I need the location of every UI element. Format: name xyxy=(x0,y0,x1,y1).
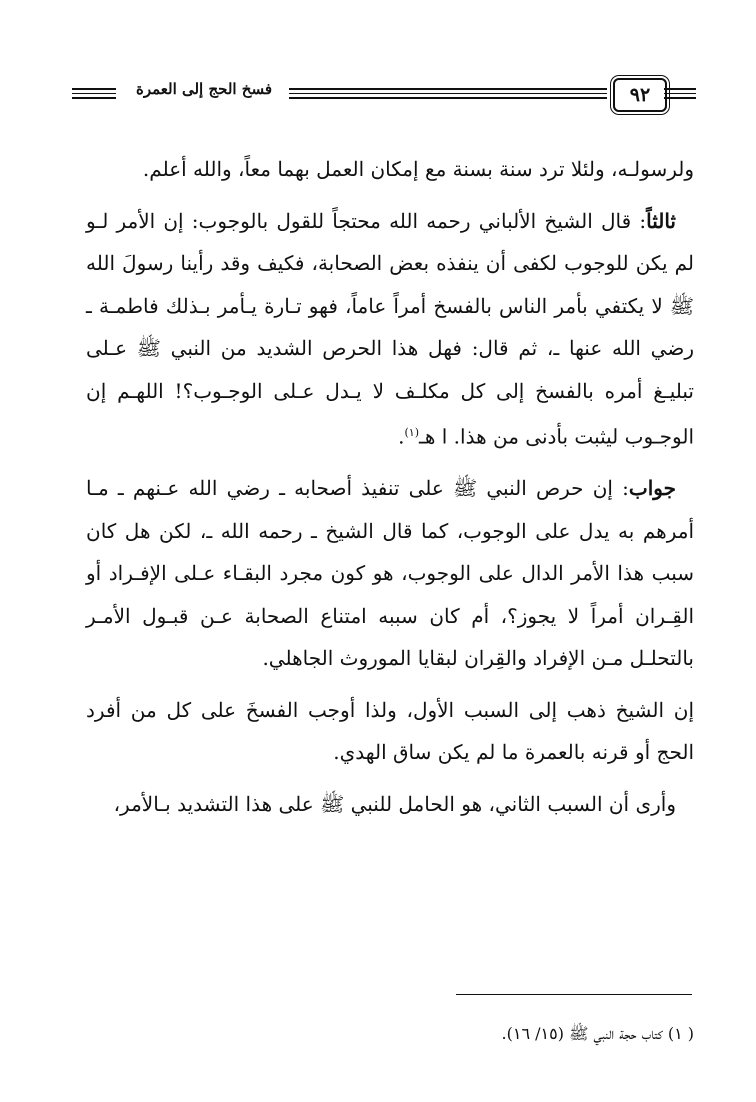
header-rule-left xyxy=(72,88,116,102)
running-title: فسخ الحج إلى العمرة xyxy=(135,80,273,98)
paragraph-5: وأرى أن السبب الثاني، هو الحامل للنبي ﷺ على هذا التشديد بـالأمر، xyxy=(113,791,676,816)
paragraph-3: جواب: إن حرص النبي ﷺ على تنفيذ أصحابه ـ رضي الله عـنهم ـ مـا أمرهم به يدل على الوجوب، كما قال الشيخ ـ رحمه الله ـ، لكن هل كان سبب هذا الأمر الدال على الوجوب، هو كون مجرد البقـاء عـلى الإفـراد أو القِـران أمراً لا يجوز؟، أم كان سببه امتناع الصحابة عـن قبـول الأمـر بالتحلـل مـن الإفراد والقِران لبقايا الموروث الجاهلي. xyxy=(86,476,694,671)
paragraph-2: ثالثاً: قال الشيخ الألباني رحمه الله محتجاً للقول بالوجوب: إن الأمر لـو لم يكن للوجوب لكفى أن ينفذه بعض الصحابة، فكيف وقد رأينا رسولَ الله ﷺ لا يكتفي بأمر الناس بالفسخ أمراً عاماً، فهو تـارة يـأمر بـذلك فاطمـة ـ رضي الله عنها ـ، ثم قال: فهل هذا الحرص الشديد من النبي ﷺ عـلى تبليـغ أمره بالفسخ إلى كل مكلـف لا يـدل عـلى الوجـوب؟! اللهـم إن الوجـوب ليثبت بأدنى من هذا. ا هـ$^{(١)}$. xyxy=(86,208,694,449)
footnote-ref: (١) xyxy=(404,426,419,439)
main-text xyxy=(86,148,694,834)
header-rule-right xyxy=(664,88,696,102)
page-header xyxy=(66,78,696,118)
footnote: ( ١) كتاب حجة النبي ﷺ (١٥/ ١٦). xyxy=(501,1024,694,1043)
footnote-divider xyxy=(456,994,692,995)
paragraph-2-lead: ثالثاً xyxy=(646,208,676,233)
page-number: ٩٢ xyxy=(613,78,667,112)
header-rule-middle xyxy=(289,88,607,102)
paragraph-4: إن الشيخ ذهب إلى السبب الأول، ولذا أوجب الفسخَ على كل من أفرد الحج أو قرنه بالعمرة ما لم يكن ساق الهدي. xyxy=(86,697,694,765)
paragraph-1: ولرسولـه، ولئلا ترد سنة بسنة مع إمكان العمل بهما معاً، والله أعلم. xyxy=(142,157,694,181)
paragraph-3-lead: جواب xyxy=(628,476,676,501)
